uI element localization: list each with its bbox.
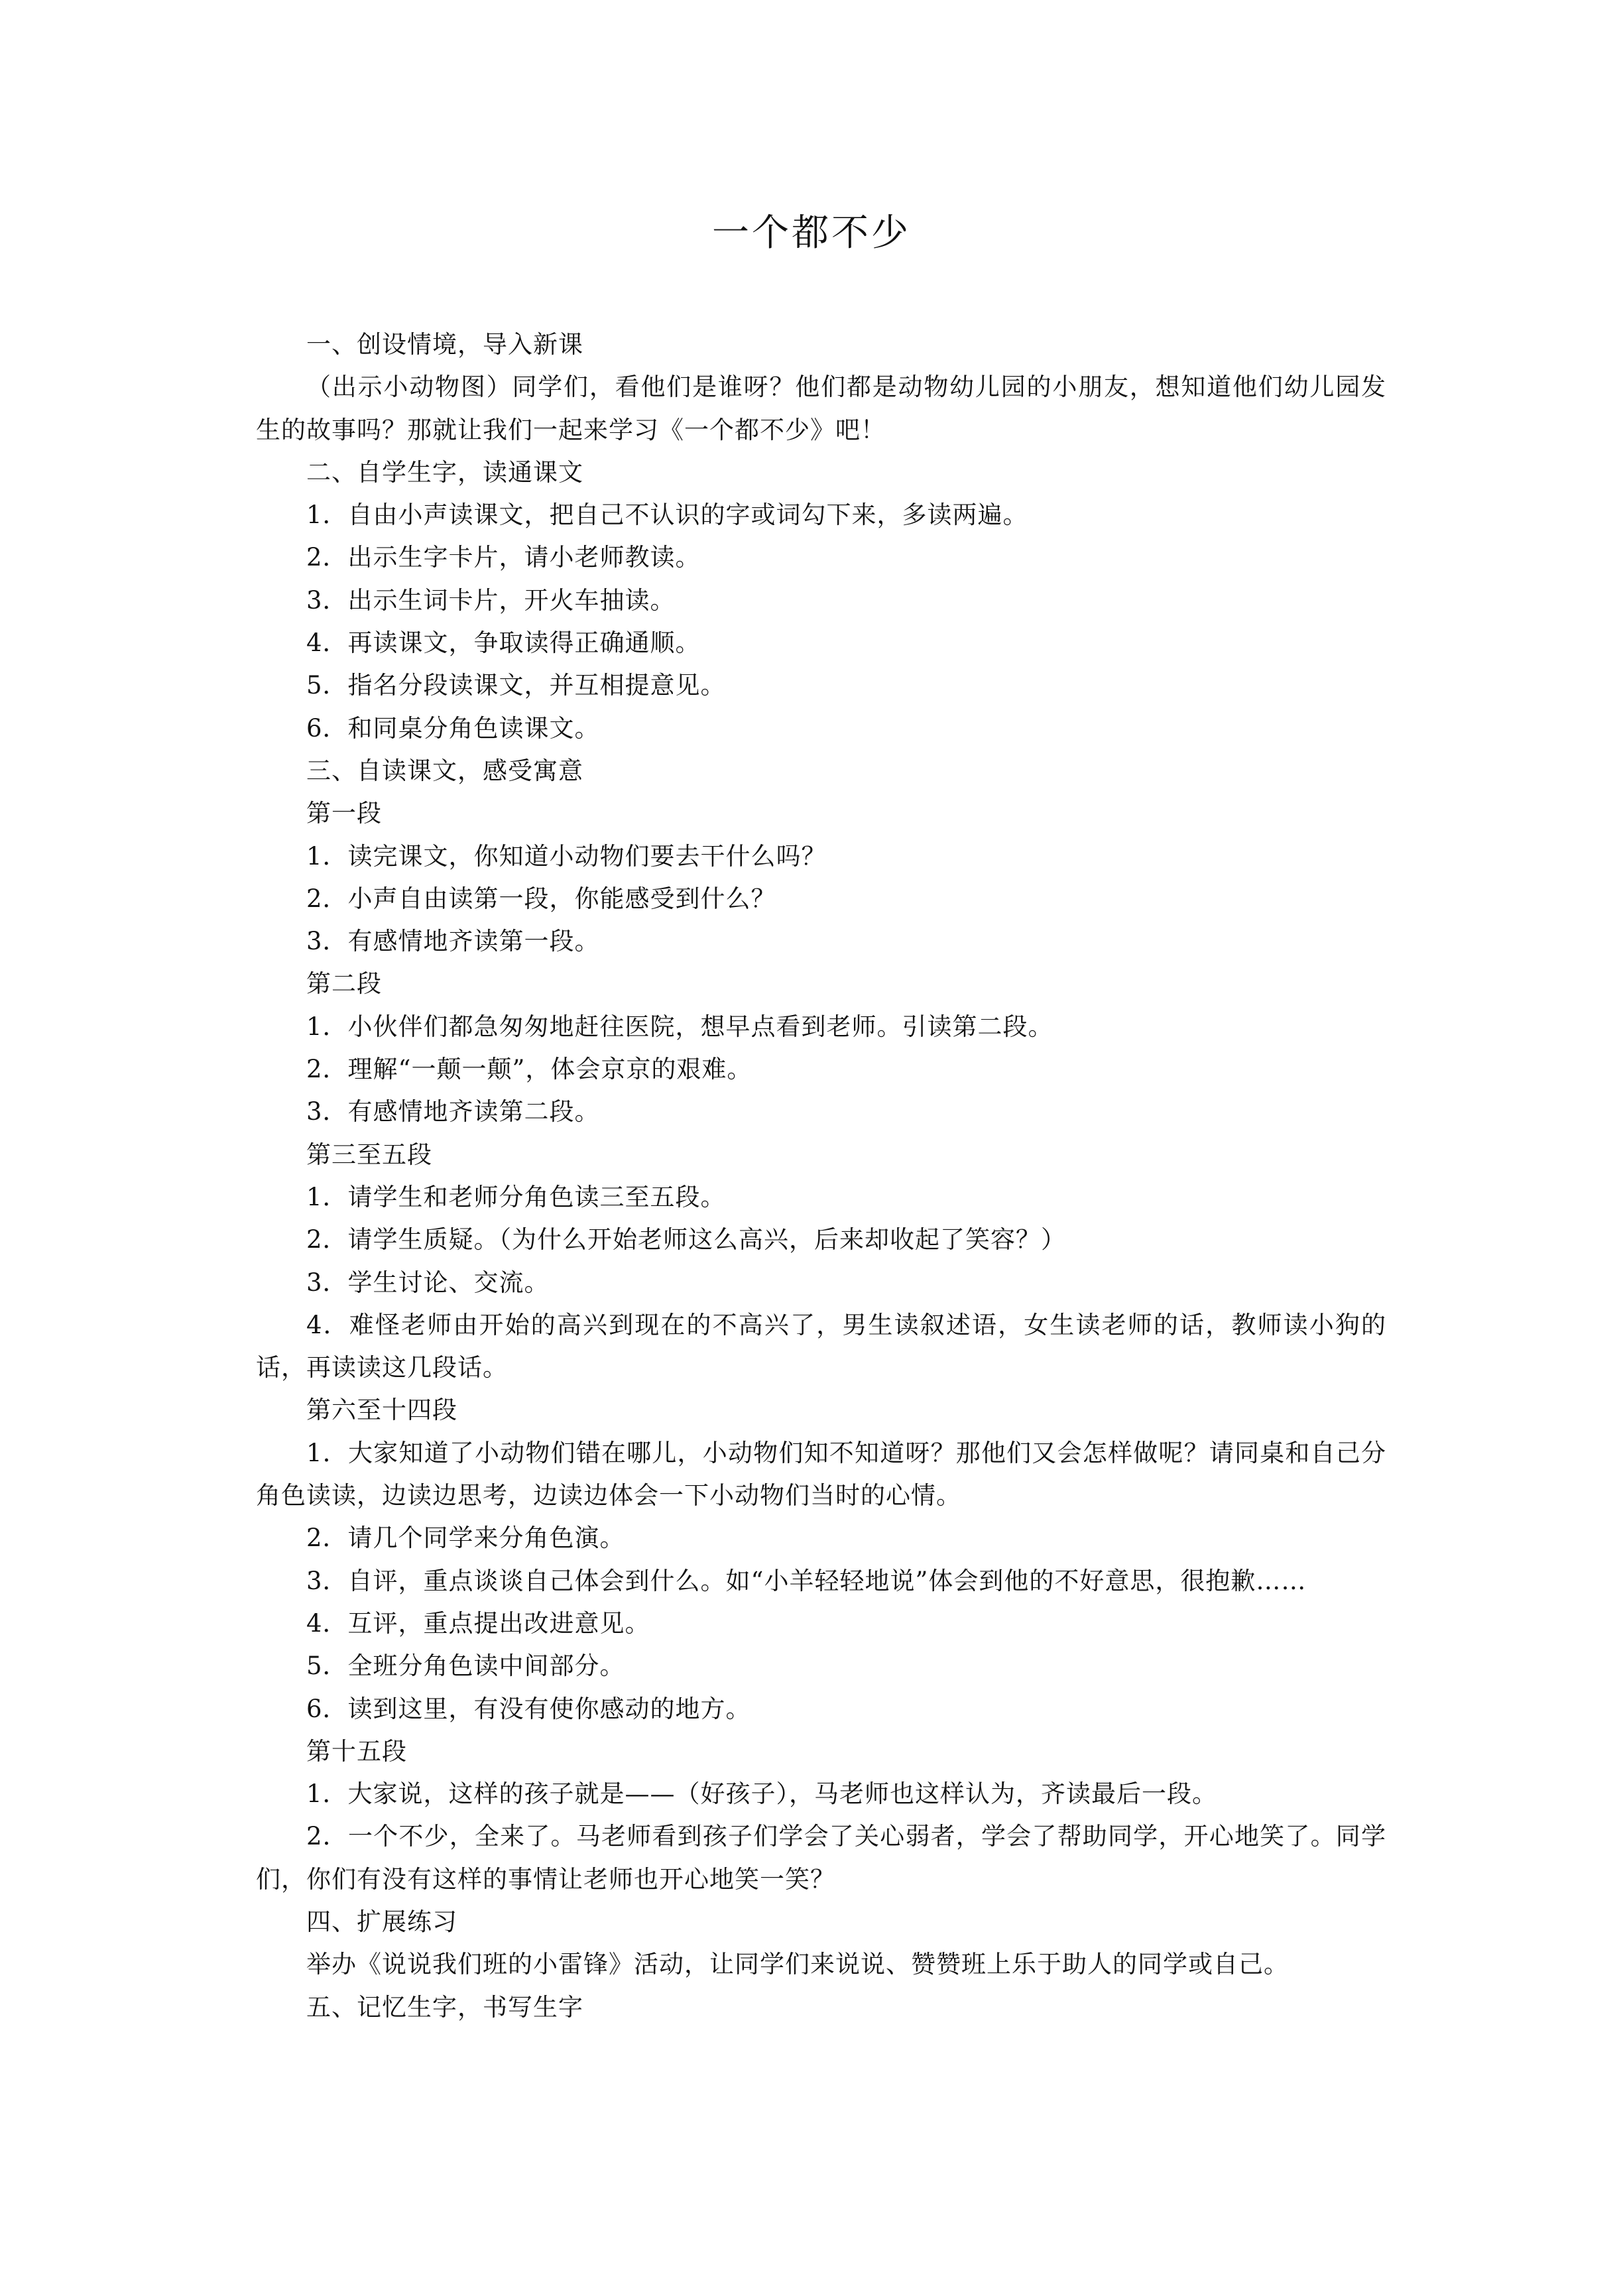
paragraph: 3．学生讨论、交流。 [306, 1268, 550, 1297]
paragraph: 3．自评，重点谈谈自己体会到什么。如“小羊轻轻地说”体会到他的不好意思，很抱歉…… [306, 1566, 1307, 1595]
document-title: 一个都不少 [712, 211, 911, 255]
paragraph: 四、扩展练习 [306, 1907, 457, 1936]
paragraph: 第三至五段 [306, 1140, 432, 1169]
paragraph: 五、记忆生字，书写生字 [306, 1992, 583, 2022]
paragraph: 1．自由小声读课文，把自己不认识的字或词勾下来，多读两遍。 [306, 501, 1028, 530]
paragraph: 4．难怪老师由开始的高兴到现在的不高兴了，男生读叙述语，女生读老师的话，教师读小狗的话，再读读这几段话。 [256, 1310, 1386, 1382]
paragraph: 3．有感情地齐读第二段。 [306, 1097, 600, 1126]
paragraph: 2．一个不少，全来了。马老师看到孩子们学会了关心弱者，学会了帮助同学，开心地笑了。同学们，你们有没有这样的事情让老师也开心地笑一笑？ [256, 1822, 1386, 1894]
paragraph: 一、创设情境，导入新课 [306, 330, 583, 359]
paragraph: 第十五段 [306, 1736, 407, 1766]
paragraph: 6．和同桌分角色读课文。 [306, 713, 600, 743]
paragraph: 4．互评，重点提出改进意见。 [306, 1608, 650, 1638]
paragraph: 举办《说说我们班的小雷锋》活动，让同学们来说说、赞赞班上乐于助人的同学或自己。 [306, 1950, 1289, 1979]
paragraph: 3．有感情地齐读第一段。 [306, 927, 600, 956]
paragraph: 二、自学生字，读通课文 [306, 457, 583, 487]
paragraph: 第二段 [306, 969, 382, 998]
paragraph: 3．出示生词卡片，开火车抽读。 [306, 585, 676, 615]
paragraph: 2．小声自由读第一段，你能感受到什么？ [306, 884, 776, 913]
paragraph: 2．请学生质疑。（为什么开始老师这么高兴，后来却收起了笑容？） [306, 1225, 1067, 1254]
paragraph: 第六至十四段 [306, 1396, 457, 1425]
paragraph: 5．指名分段读课文，并互相提意见。 [306, 671, 726, 700]
document-body [256, 324, 1386, 2029]
paragraph: 4．再读课文，争取读得正确通顺。 [306, 629, 701, 658]
paragraph: 6．读到这里，有没有使你感动的地方。 [306, 1694, 751, 1723]
paragraph: 1．小伙伴们都急匆匆地赶往医院，想早点看到老师。引读第二段。 [306, 1012, 1053, 1041]
paragraph: 三、自读课文，感受寓意 [306, 756, 583, 785]
paragraph: 1．读完课文，你知道小动物们要去干什么吗？ [306, 841, 827, 871]
paragraph: 2．理解“一颠一颠”，体会京京的艰难。 [306, 1055, 752, 1084]
paragraph: 第一段 [306, 799, 382, 828]
paragraph: 1．大家说，这样的孩子就是——（好孩子），马老师也这样认为，齐读最后一段。 [306, 1780, 1218, 1809]
paragraph: 2．请几个同学来分角色演。 [306, 1524, 625, 1553]
paragraph: （出示小动物图）同学们，看他们是谁呀？他们都是动物幼儿园的小朋友，想知道他们幼儿园发生的故事吗？那就让我们一起来学习《一个都不少》吧！ [256, 373, 1386, 444]
paragraph: 1．大家知道了小动物们错在哪儿，小动物们知不知道呀？那他们又会怎样做呢？请同桌和自己分角色读读，边读边思考，边读边体会一下小动物们当时的心情。 [256, 1438, 1386, 1510]
paragraph: 2．出示生字卡片，请小老师教读。 [306, 543, 701, 572]
paragraph: 5．全班分角色读中间部分。 [306, 1652, 625, 1681]
paragraph: 1．请学生和老师分角色读三至五段。 [306, 1182, 726, 1211]
